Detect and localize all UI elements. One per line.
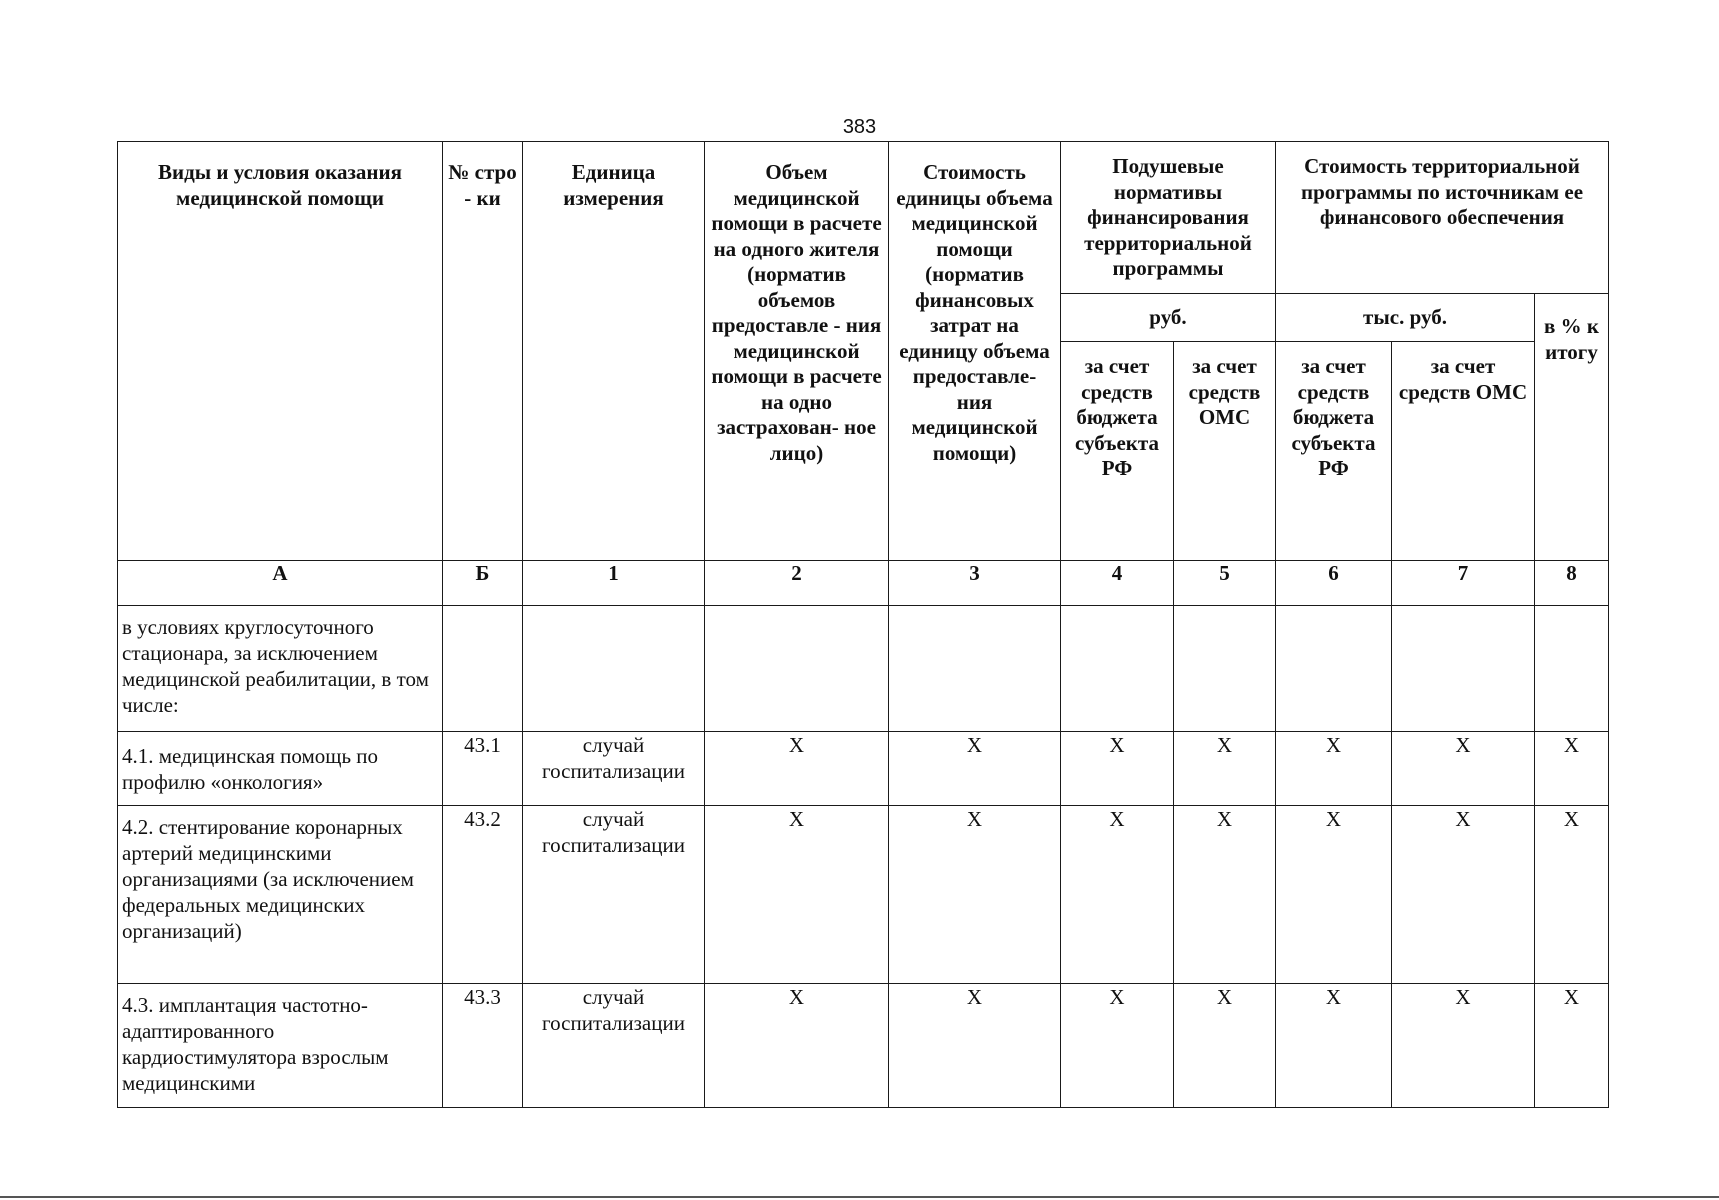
row-line: 43.2: [443, 806, 523, 984]
row-value: Х: [889, 732, 1061, 806]
row-value: Х: [705, 732, 889, 806]
row-value: [1174, 606, 1276, 732]
row-value: Х: [1174, 806, 1276, 984]
row-unit: [523, 606, 705, 732]
row-name: 4.3. имплантация частотно-адаптированного кардиостимулятора взрослым медицинскими: [118, 984, 443, 1108]
row-name: 4.1. медицинская помощь по профилю «онкология»: [118, 732, 443, 806]
row-value: Х: [1392, 806, 1535, 984]
row-value: Х: [1276, 984, 1392, 1108]
row-value: Х: [705, 806, 889, 984]
row-value: Х: [1276, 806, 1392, 984]
header-unit: Единица измерения: [523, 142, 705, 561]
header-unit-cost: Стоимость единицы объема медицинской помощи (норматив финансовых затрат на единицу объема предоставле- ния медицинской помощи): [889, 142, 1061, 561]
header-volume: Объем медицинской помощи в расчете на одного жителя (норматив объемов предоставле - ния медицинской помощи в расчете на одно застрахован- ное лицо): [705, 142, 889, 561]
row-value: Х: [1174, 732, 1276, 806]
row-unit: случай госпитализации: [523, 984, 705, 1108]
row-value: [1276, 606, 1392, 732]
header-per-capita: Подушевые нормативы финансирования территориальной программы: [1061, 142, 1276, 294]
col-number: 4: [1061, 561, 1174, 606]
col-number: 7: [1392, 561, 1535, 606]
row-line: 43.1: [443, 732, 523, 806]
row-value: [1535, 606, 1609, 732]
table-row: [118, 984, 1609, 1108]
col-number: 1: [523, 561, 705, 606]
row-line: [443, 606, 523, 732]
header-oms-2: за счет средств ОМС: [1392, 342, 1535, 561]
col-number: 8: [1535, 561, 1609, 606]
row-value: [1392, 606, 1535, 732]
header-rub: руб.: [1061, 294, 1276, 342]
col-number: Б: [443, 561, 523, 606]
header-kind-of-care: Виды и условия оказания медицинской помощи: [118, 142, 443, 561]
header-line-number: № стро - ки: [443, 142, 523, 561]
row-value: Х: [1535, 806, 1609, 984]
row-value: Х: [705, 984, 889, 1108]
row-value: Х: [1535, 732, 1609, 806]
row-value: Х: [889, 984, 1061, 1108]
row-value: [1061, 606, 1174, 732]
row-name: в условиях круглосуточного стационара, за исключением медицинской реабилитации, в том числе:: [118, 606, 443, 732]
numbering-row: [118, 561, 1609, 606]
header-budget-rf-2: за счет средств бюджета субъекта РФ: [1276, 342, 1392, 561]
table-row: [118, 732, 1609, 806]
row-unit: случай госпитализации: [523, 806, 705, 984]
row-unit: случай госпитализации: [523, 732, 705, 806]
row-value: Х: [1276, 732, 1392, 806]
row-value: Х: [1535, 984, 1609, 1108]
page-edge-line: [0, 1196, 1719, 1198]
row-value: Х: [1061, 806, 1174, 984]
row-value: Х: [889, 806, 1061, 984]
col-number: 5: [1174, 561, 1276, 606]
row-line: 43.3: [443, 984, 523, 1108]
header-oms: за счет средств ОМС: [1174, 342, 1276, 561]
financing-table: [117, 141, 1609, 1108]
col-number: 2: [705, 561, 889, 606]
row-value: Х: [1174, 984, 1276, 1108]
row-value: Х: [1392, 732, 1535, 806]
header-budget-rf: за счет средств бюджета субъекта РФ: [1061, 342, 1174, 561]
row-name: 4.2. стентирование коронарных артерий медицинскими организациями (за исключением федеральных медицинских организаций): [118, 806, 443, 984]
row-value: Х: [1061, 984, 1174, 1108]
row-value: Х: [1061, 732, 1174, 806]
page-number: 383: [842, 116, 877, 138]
col-number: 6: [1276, 561, 1392, 606]
row-value: [889, 606, 1061, 732]
table-row: [118, 606, 1609, 732]
row-value: [705, 606, 889, 732]
col-number: 3: [889, 561, 1061, 606]
header-program-cost: Стоимость территориальной программы по источникам ее финансового обеспечения: [1276, 142, 1609, 294]
table-row: [118, 806, 1609, 984]
header-thousand-rub: тыс. руб.: [1276, 294, 1535, 342]
header-percent-total: в % к итогу: [1535, 294, 1609, 561]
col-number: А: [118, 561, 443, 606]
row-value: Х: [1392, 984, 1535, 1108]
